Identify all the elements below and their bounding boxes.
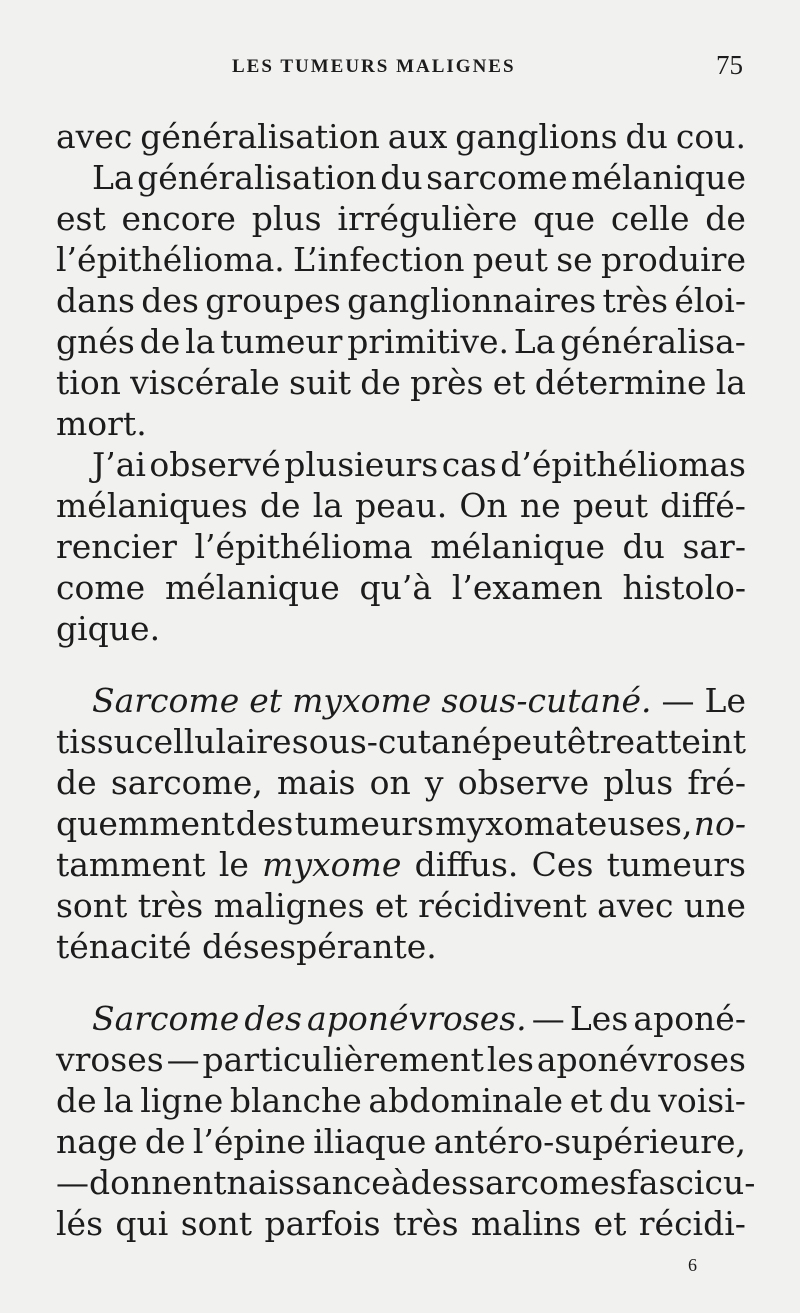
text-line: Sarcome des aponévroses. — Les aponé- (92, 999, 746, 1038)
text-line: mélaniques de la peau. On ne peut diffé- (56, 486, 746, 525)
text-line: mort. (56, 404, 147, 443)
text-line: tissu cellulaire sous-cutané peut être atteint (56, 722, 746, 761)
paragraph-gap (56, 649, 746, 680)
text-line: come mélanique qu’à l’examen histolo- (56, 568, 746, 607)
text-line: nage de l’épine iliaque antéro-supérieure, (56, 1122, 746, 1161)
text-line: La généralisation du sarcome mélanique (92, 158, 746, 197)
body-text (56, 116, 756, 1244)
text-line: de sarcome, mais on y observe plus fré- (56, 763, 746, 802)
text-line: tamment le myxome diffus. Ces tumeurs (56, 845, 746, 884)
text-line: lés qui sont parfois très malins et récidi- (56, 1204, 746, 1243)
text-line: J’ai observé plusieurs cas d’épithéliomas (92, 445, 746, 484)
text-line: Sarcome et myxome sous-cutané. — Le (92, 681, 746, 720)
running-title: LES TUMEURS MALIGNES (232, 56, 516, 77)
signature-mark: 6 (688, 1255, 697, 1275)
text-line: gnés de la tumeur primitive. La généralisa- (56, 322, 746, 361)
text-line: gique. (56, 609, 161, 648)
text-line: est encore plus irrégulière que celle de (56, 199, 746, 238)
text-line: rencier l’épithélioma mélanique du sar- (56, 527, 746, 566)
text-line: vroses — particulièrement les aponévroses (56, 1040, 746, 1079)
paragraph-gap (56, 967, 746, 998)
text-line: de la ligne blanche abdominale et du voisi- (56, 1081, 746, 1120)
text-line: ténacité désespérante. (56, 927, 437, 966)
page-number: 75 (716, 50, 743, 80)
text-line: sont très malignes et récidivent avec une (56, 886, 746, 925)
text-line: quemment des tumeurs myxomateuses, no- (56, 804, 746, 843)
text-line: —donnent naissance à des sarcomes fascicu- (56, 1163, 756, 1202)
text-line: dans des groupes ganglionnaires très éloi- (56, 281, 746, 320)
text-line: avec généralisation aux ganglions du cou. (56, 117, 746, 156)
text-line: tion viscérale suit de près et détermine la (56, 363, 746, 402)
text-line: l’épithélioma. L’infection peut se produire (56, 240, 746, 279)
